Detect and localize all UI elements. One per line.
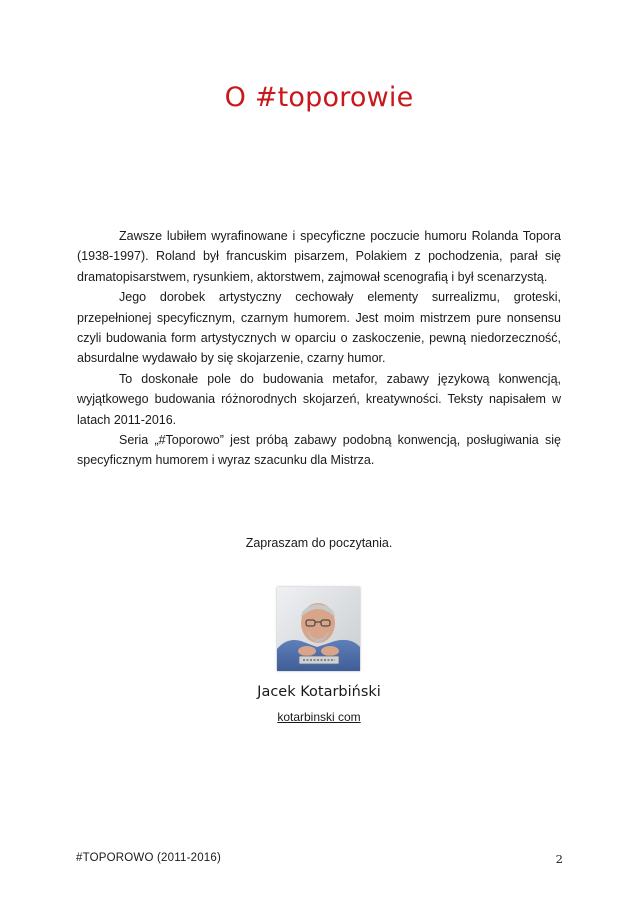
paragraph: Seria „#Toporowo” jest próbą zabawy podobną konwencją, posługiwania się specyficznym humorem i wyraz szacunku dla Mistrza.	[77, 433, 561, 468]
footer-title: #TOPOROWO (2011-2016)	[76, 852, 222, 864]
author-portrait	[277, 587, 360, 671]
paragraph: To doskonałe pole do budowania metafor, zabawy językową konwencją, wyjątkowego budowania różnorodnych skojarzeń, kreatywności. Teksty napisałem w latach 2011-2016.	[77, 371, 561, 427]
page-title: O #toporowie	[224, 82, 414, 113]
author-website-link[interactable]: kotarbinski com	[277, 710, 361, 724]
invitation-text: Zapraszam do poczytania.	[245, 536, 393, 550]
author-link-wrapper	[0, 710, 638, 724]
body-text	[77, 226, 561, 471]
paragraph: Zawsze lubiłem wyrafinowane i specyficzne poczucie humoru Rolanda Topora (1938-1997). Roland był francuskim pisarzem, Polakiem z pochodzenia, parał się dramatopisarstwem, rysunkiem, aktorstwem, zajmował scenografią i był scenarzystą.	[77, 229, 561, 284]
paragraph: Jego dorobek artystyczny cechowały elementy surrealizmu, groteski, przepełnionej specyficznym, czarnym humorem. Jest moim mistrzem pure nonsensu czyli budowania form artystycznych w oparciu o zaskoczenie, pewną niedorzeczność, absurdalne wydawało by się skojarzenie, czarny humor.	[77, 290, 561, 366]
page-number: 2	[555, 852, 563, 866]
author-name: Jacek Kotarbiński	[257, 684, 381, 700]
